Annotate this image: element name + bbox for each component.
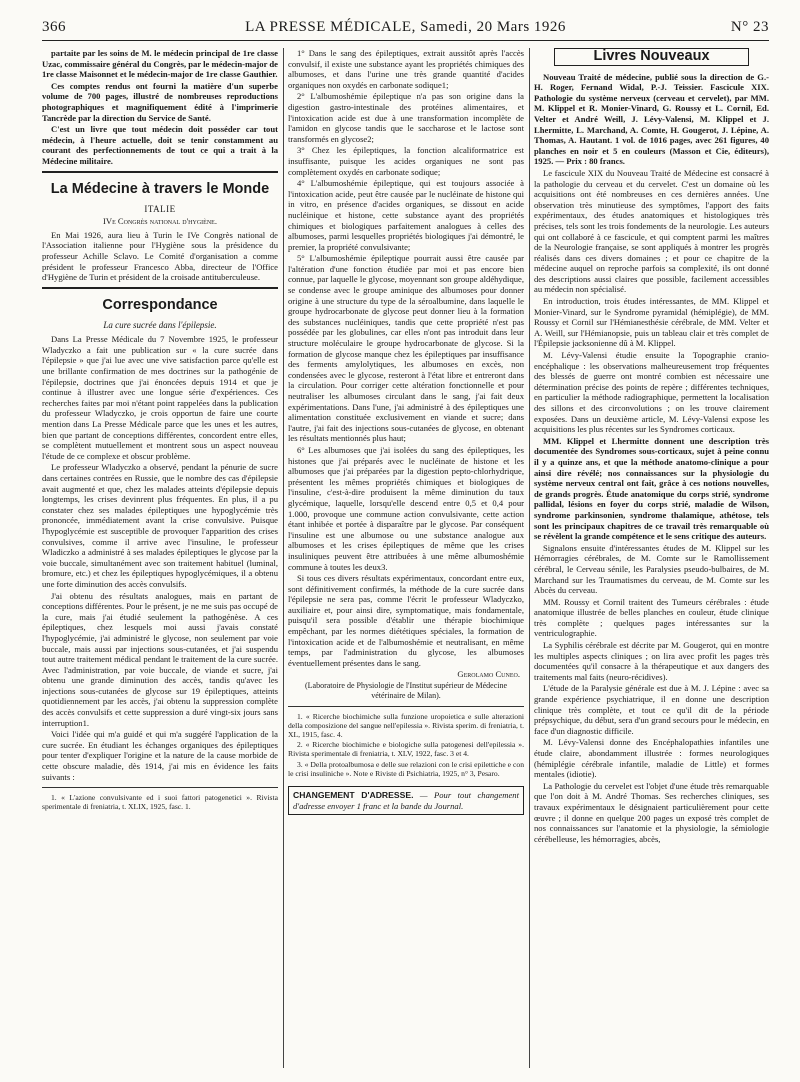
article-paragraph: 3° Chez les épileptiques, la fonction alcaliformatrice est insuffisante, puisque les acides organiques ne sont pas complètement oxydés en carbonate sodique; — [288, 145, 524, 177]
review-paragraph: M. Lévy-Valensi étudie ensuite la Topographie cranio-encéphalique : les observations malheureusement trop fréquentes des blessés de guerre ont montré combien est nécessaire une détermination précise des points de repère ; différentes techniques, en particulier la méthode radiographique, permettent la localisation des sillons et des circonvolutions ; on les trouve clairement exposées. Dans un deuxième article, M. Lévy-Valensi expose les acquisitions les plus récentes sur les Syndromes corticaux. — [534, 350, 769, 435]
article-subtitle: La cure sucrée dans l'épilepsie. — [103, 319, 217, 330]
change-of-address-notice — [288, 786, 524, 815]
author-signature: Gerolamo Cuneo. — [457, 669, 520, 680]
article-paragraph: 2° L'albumoshémie épileptique n'a pas son origine dans la digestion gastro-intestinale des protéines alimentaires, et l'intoxication acide est due à une transformation incomplète de l'amidon en glycose tandis que le saccharose et le lactose sont transformés en glycose2; — [288, 91, 524, 144]
congress-title: IVe Congrès national d'hygiène. — [103, 216, 217, 227]
review-paragraph: MM. Klippel et Lhermitte donnent une description très documentée des Syndromes sous-corticaux, sujet à peine connu il y a quinze ans, et que la méthode anatomo-clinique a pour ainsi dire révélé; nos connaissances sur la physiologie du système nerveux central ont fait, grâce à ces notions nouvelles, de grands progrès. Étude anatomique du corps strié, syndrome pallidal, lésions en foyer du corps strié, maladie de Wilson, syndrome parkinsonien, syndrome thalamique, athétose, tels sont les principaux chapitres de ce travail très remarquable où se révèlent la grande compétence et le sens critique des auteurs. — [534, 435, 769, 542]
book-reference: Nouveau Traité de médecine, publié sous la direction de G.-H. Roger, Fernand Widal, P.-J. Teissier. Fascicule XIX. Pathologie du système nerveux (cerveau et cervelet), par MM. M. Klippel et R. Monier-Vinard, G. Roussy et L. Cornil, Ed. Velter et André Weill, J. Lévy-Valensi, M. Klippel et J. Lhermitte, L. Marchand, A. Comte, H. Gougerot, J. Lépine, A. Thomas, A. Hautant. 1 vol. de 1016 pages, avec 261 figures, 40 planches en noir et 5 en couleurs (Masson et Cie, éditeurs), 1925. — Prix : 80 francs. — [534, 71, 769, 167]
footnote-divider — [288, 706, 524, 707]
intro-paragraph: partaite par les soins de M. le médecin principal de 1re classe Uzac, commissaire général du Congrès, par le médecin-major de 1re classe Maisonnet et le médecin-major de 1re classe Gauthier. — [42, 48, 278, 80]
intro-paragraph: C'est un livre que tout médecin doit posséder car tout médecin, à l'heure actuelle, doit se tenir constamment au courant des perfectionnements de tout ce qui a trait à la Médecine militaire. — [42, 124, 278, 166]
section-heading-correspondance: Correspondance — [102, 296, 218, 313]
section-divider — [42, 171, 278, 173]
section-divider — [42, 287, 278, 289]
running-head — [42, 18, 769, 41]
review-paragraph: L'étude de la Paralysie générale est due à M. J. Lépine : avec sa grande expérience psychiatrique, il en donne une description clinique très complète, et tout ce qu'il dit de la période prépsychique, du début, sera d'un grand secours pour le médecin, en face d'un diagnostic difficile. — [534, 683, 769, 736]
author-institution: (Laboratoire de Physiologie de l'Institut supérieur de Médecine vétérinaire de Milan). — [304, 681, 508, 700]
footnote: 1. « Ricerche biochimiche sulla funzione uropoietica e sulle alterazioni della composizione del sangue nell'epilessia ». Rivista sperim. di freniatria, t. XL, 1915, fasc. 4. — [288, 711, 524, 740]
section-heading-livres: Livres Nouveaux — [554, 48, 749, 66]
footnote: 1. « L'azione convulsivante ed i suoi fattori patogenetici ». Rivista sperimentale di freniatria, t. XLIX, 1925, fasc. 1. — [42, 793, 278, 812]
article-paragraph: 1° Dans le sang des épileptiques, extrait aussitôt après l'accès convulsif, il existe une substance ayant les propriétés chimiques des albumoses, et dans l'urine une très grande quantité d'acides organiques non oxydés en carbonate sodique1; — [288, 48, 524, 90]
notice-text: — Pour tout changement d'adresse envoyer 1 franc et la bande du Journal. — [293, 790, 519, 811]
article-paragraph: 6° Les albumoses que j'ai isolées du sang des épileptiques, les histones que j'ai préparés avec le nucléinate de histone et les albumoses que j'ai préparées par la digestion pepto-chlorhydrique, présentent les mêmes propriétés chimiques et biologiques de l'insuline, c'est-à-dire produisent la même diminution du taux glycémique, laquelle, lorsqu'elle descend entre 0,5 et 0,4 pour 1.000, provoque une commune action convulsivante, cette action étant inhibée et portée à disparaître par le glycose. Par conséquent l'insuline est une albumose ou une substance analogue aux albumoses et les crises épileptiques de même que les crises insuliniques peuvent être attribuées à une même albumoshémie commune à toutes les deux3. — [288, 444, 524, 572]
column-1 — [42, 48, 278, 1072]
article-paragraph: 4° L'albumoshémie épileptique, qui est toujours associée à l'intoxication acide, peut être causée par le nucléinate de histone qui in vitro, en présence d'acides organiques, se dissout en acide nucléinique et histone, cette substance ayant des propriétés chimiques et biologiques parfaitement analogues à celles des albumoses, parmi lesquelles propriétés biologiques j'ai démontré, le premier, la propriété convulsivante; — [288, 178, 524, 252]
footnote: 3. « Della protoalbumosa e delle sue relazioni con le crisi epilettiche e con le crisi insuliniche ». Note e Riviste di Psichiatria, 1925, n° 3, Pesaro. — [288, 759, 524, 778]
article-paragraph: Si tous ces divers résultats expérimentaux, concordant entre eux, sont définitivement confirmés, la méthode de la cure sucrée dans l'épilepsie ne sera pas, comme l'écrit le professeur Wladyczko, auxiliaire et, pour ainsi dire, symptomatique, mais fondamentale, puisqu'il sera possible d'établir une thérapie biochimique empêchant, par les normes diététiques spéciales, la formation de l'intoxication acide et de l'albumoshémie et neutralisant, en même temps, par l'administration du glycose, les albumoses éventuellement présentes dans le sang. — [288, 573, 524, 668]
article-paragraph: Voici l'idée qui m'a guidé et qui m'a suggéré l'application de la cure sucrée. En étudiant les échanges organiques des épileptiques pour tenter d'expliquer l'origine et la nature de la cause morbide de cette obscure maladie, dès 1914, j'ai mis en évidence les faits suivants : — [42, 729, 278, 782]
article-paragraph: 5° L'albumoshémie épileptique pourrait aussi être causée par l'altération d'une fonction étudiée par moi et pas encore bien connue, par laquelle le glycose, moyennant son groupe aldéhydique, se condense avec le groupe aminique des albumoses pour donner origine à une structure du type de la séroalbumine, dans laquelle le groupe hydrocarbonate de glycose peut donner lieu à la formation des substances nucléiniques, tandis que cette propriété n'est pas possédée par les globulines, car elles n'ont pas introduit dans leur structure moléculaire le groupe hydrocarbonate de glycose. Si la formation de glycose manque chez les épileptiques par insuffisance des ferments amylolytiques, les albumoses en excès, non condensées avec le glycose, resteront à l'état libre et entreront dans la circulation. Pour corriger cette altération fonctionnelle et pour neutraliser les albumoses circulant dans le sang, j'ai fait deux expérimentations. Dans l'une, j'ai administré à des épileptiques une alimentation constituée exclusivement en viande et sucre; dans l'autre, j'ai fait des injections sous-cutanées de glycose, en obtenant les résultats mentionnés plus haut; — [288, 253, 524, 444]
column-3 — [534, 48, 769, 1072]
page-number: 366 — [42, 19, 66, 35]
review-paragraph: Le fascicule XIX du Nouveau Traité de Médecine est consacré à la pathologie du cerveau et du cervelet. C'est un domaine où les acquisitions ont été nombreuses en ces dernières années. Une observation très minutieuse des symptômes, l'apport des faits expérimentaux, des études anatomiques et histologiques très précises, tels sont les trois fondements de la neurologie. Les auteurs qui ont collaboré à ce fascicule, et qui comptent parmi les maîtres de la Neurologie française, se sont appliqués à montrer les progrès réalisés dans ces divers domaines ; et pour ce chapitre de la médecine auquel on reproche parfois sa complexité, ils ont donné des descriptions aussi claires que possible, facilement accessibles au médecin non spécialisé. — [534, 167, 769, 295]
review-paragraph: M. Lévy-Valensi donne des Encéphalopathies infantiles une étude claire, abondamment illustrée : formes neurologiques (hémiplégie cérébrale infantile, maladie de Little) et formes mentales (idiotie). — [534, 737, 769, 780]
column-rule-2 — [529, 48, 530, 1068]
monde-paragraph: En Mai 1926, aura lieu à Turin le IVe Congrès national de l'Association italienne pour l'Hygiène sous la présidence du professeur Achille Sclavo. Le Comité d'organisation a comme président le professeur Francesco Abba, directeur de l'Office d'Hygiène de Turin et président de la croisade antituberculeuse. — [42, 229, 278, 283]
footnote-divider — [42, 787, 278, 788]
country-heading: ITALIE — [144, 203, 176, 214]
article-paragraph: Dans La Presse Médicale du 7 Novembre 1925, le professeur Wladyczko a fait une publication sur « la cure sucrée dans l'épilepsie » que j'ai lue avec une vive satisfaction parce qu'elle est une brillante confirmation de mes doctrines sur la pathogénie de l'épilepsie, doctrines que j'ai énoncées depuis 1914 et que je continue à illustrer avec une longue série d'expériences. Ces recherches faites par moi n'étant point rappelées dans la publication du professeur Wladyczko, je crois opportun de faire une courte mention dans La Presse Médicale parce que les unes et les autres, bien que partant de conceptions différentes, concordent entre elles, se complètent mutuellement et montrent sous un aspect nouveau l'étude de ce complexe et obscur problème. — [42, 334, 278, 461]
issue-number: N° 23 — [730, 19, 769, 35]
intro-paragraph: Ces comptes rendus ont fourni la matière d'un superbe volume de 700 pages, illustré de nombreuses reproductions photographiques et magnifiquement édité à l'imprimerie Tancrède par la direction du Service de Santé. — [42, 80, 278, 123]
section-heading-monde: La Médecine à travers le Monde — [50, 180, 270, 197]
review-paragraph: MM. Roussy et Cornil traitent des Tumeurs cérébrales : étude anatomique illustrée de belles planches en couleur, étude clinique très complète ; quelques pages intéressantes sur la ventriculographie. — [534, 596, 769, 639]
newspaper-page — [42, 18, 769, 1072]
journal-title: LA PRESSE MÉDICALE, Samedi, 20 Mars 1926 — [245, 19, 566, 35]
review-paragraph: La Syphilis cérébrale est décrite par M. Gougerot, qui en montre les multiples aspects cliniques ; on lira avec profit les pages très documentées qu'il consacre à la thérapeutique et aux dangers des traitements mal faits (neuro-récidives). — [534, 640, 769, 682]
article-paragraph: Le professeur Wladyczko a observé, pendant la pénurie de sucre dans certaines contrées en Russie, que le nombre des cas d'épilepsie avait augmenté et que, chez les malades atteints d'épilepsie depuis longtemps, les crises devinrent plus fréquentes. En plus, il a pu constater chez ses malades épileptiques une hypoglycémie très prononcée, immédiatement avant la crise convulsive. Puisque l'hypoglycémie est susceptible de provoquer l'apparition des crises convulsives, comme il arrive avec l'insuline, le professeur Wladiczko a administré à ses malades épileptiques le glycose par la voie buccale, simultanément avec son traitement habituel (luminal, bromure, etc.) et chez les épileptiques hypoglycémiques, il a obtenu une forte diminution des accès convulsifs. — [42, 462, 278, 589]
review-paragraph: Signalons ensuite d'intéressantes études de M. Klippel sur les Hémorragies cérébrales, de M. Comte sur le Ramollissement cérébral, le Cerveau sénile, les Paralysies pseudo-bulbaires, de M. Marchand sur les Traumatismes du cerveau, de M. Comte sur les Abcès du cerveau. — [534, 542, 769, 596]
column-rule-1 — [283, 48, 284, 1068]
column-2 — [288, 48, 524, 1072]
review-paragraph: En introduction, trois études intéressantes, de MM. Klippel et Monier-Vinard, sur le Syndrome pyramidal (hémiplégie), de MM. Roussy et Cornil sur l'Hémianesthésie cérébrale, de MM. Velter et A. Weill, sur l'Hémianopsie, puis un tableau clair et très complet de l'Épilepsie jacksonienne dû à M. Klippel. — [534, 296, 769, 349]
article-paragraph: J'ai obtenu des résultats analogues, mais en partant de conceptions différentes. Pour le présent, je ne me suis pas occupé de la cure, mais j'ai étudié seulement la pathogénèse. A ces épileptiques, chez lesquels moi aussi j'avais constaté l'hypoglycémie, j'ai administré le glycose, non seulement par voie buccale, mais aussi par injections sous-cutanées, et j'ai suspendu tout autre traitement médical pendant le traitement de la cure sucrée. Avec l'administration, par voie buccale, de viande et sucre, j'ai obtenu une grande diminution des accès, tandis qu'avec les injections sous-cutanées de glycose sur 19 épileptiques, atteints quotidiennement par les accès, j'ai obtenu la suppression complète des accès convulsifs et cette suppression a duré vingt-six jours sans interruption1. — [42, 590, 278, 728]
footnote: 2. « Ricerche biochimiche e biologiche sulla patogenesi dell'epilessia ». Rivista sperimentale di freniatria, t. XLV, 1922, fasc. 3 et 4. — [288, 740, 524, 759]
review-paragraph: La Pathologie du cervelet est l'objet d'une étude très remarquable que l'on doit à M. André Thomas. Ses recherches cliniques, ses travaux expérimentaux le désignaient particulièrement pour cette œuvre ; il donne en quelque 200 pages un exposé très complet de nos connaissances sur l'anatomie et la physiologie, la sémiologie cérébelleuse, les hémorragies, abcès, — [534, 780, 769, 844]
notice-title: CHANGEMENT D'ADRESSE. — [293, 790, 414, 801]
